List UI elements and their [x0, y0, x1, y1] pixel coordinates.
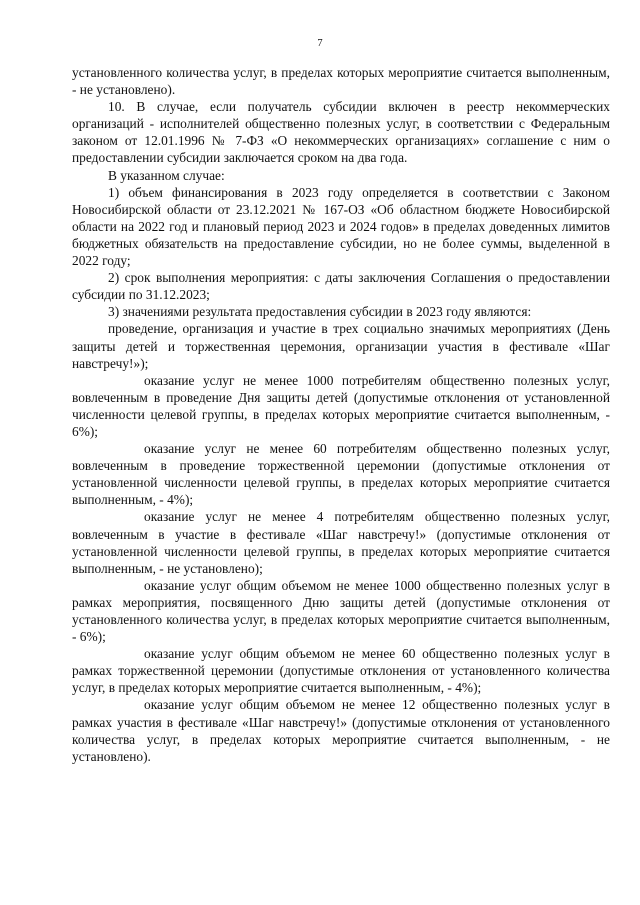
paragraph-result-children-day-consumers: оказание услуг не менее 1000 потребителям общественно полезных услуг, вовлеченным в проведение Дня защиты детей (допустимые отклонения от установленной численности целевой группы, в пределах которых мероприятие считается выполненным, - 6%); — [72, 372, 610, 439]
paragraph-continuation: установленного количества услуг, в пределах которых мероприятие считается выполненным, - не установлено). — [72, 65, 610, 98]
paragraph-result-events: проведение, организация и участие в трех социально значимых мероприятиях (День защиты детей и торжественная церемония, организации участия в фестивале «Шаг навстречу!»); — [72, 321, 610, 371]
paragraph-item-1-financing: 1) объем финансирования в 2023 году определяется в соответствии с Законом Новосибирской области от 23.12.2021 № 167-ОЗ «Об областном бюджете Новосибирской области на 2022 год и плановый период 2023 и 2024 годов» в пределах доведенных лимитов бюджетных обязательств на предоставление субсидии, но не более суммы, выделенной в 2022 году; — [72, 184, 610, 269]
paragraph-result-ceremony-services: оказание услуг общим объемом не менее 60 общественно полезных услуг в рамках торжественной церемонии (допустимые отклонения от установленного количества услуг, в пределах которых мероприятие считается выполненным, - 4%); — [72, 646, 610, 696]
paragraph-item-3-results: 3) значениями результата предоставления субсидии в 2023 году являются: — [108, 304, 532, 320]
page-number: 7 — [317, 38, 323, 49]
paragraph-result-festival-consumers: оказание услуг не менее 4 потребителям общественно полезных услуг, вовлеченным в участие в фестивале «Шаг навстречу!» (допустимые отклонения от установленной численности целевой группы, в пределах которых мероприятие считается выполненным, - не установлено); — [72, 509, 610, 576]
paragraph-item-2-term: 2) срок выполнения мероприятия: с даты заключения Соглашения о предоставлении субсидии по 31.12.2023; — [72, 270, 610, 303]
paragraph-in-this-case: В указанном случае: — [108, 167, 225, 183]
paragraph-result-ceremony-consumers: оказание услуг не менее 60 потребителям общественно полезных услуг, вовлеченным в проведение торжественной церемонии (допустимые отклонения от установленной численности целевой группы, в пределах которых мероприятие считается выполненным, - 4%); — [72, 441, 610, 508]
paragraph-result-festival-services: оказание услуг общим объемом не менее 12 общественно полезных услуг в рамках участия в фестивале «Шаг навстречу!» (допустимые отклонения от установленного количества услуг, в пределах которых мероприятие считается выполненным, - не установлено). — [72, 697, 610, 764]
paragraph-result-children-day-services: оказание услуг общим объемом не менее 1000 общественно полезных услуг в рамках мероприятия, посвященного Дню защиты детей (допустимые отклонения от установленного количества услуг, в пределах которых мероприятие считается выполненным, - 6%); — [72, 577, 610, 645]
document-body — [72, 64, 610, 765]
paragraph-clause-10: 10. В случае, если получатель субсидии включен в реестр некоммерческих организаций - исполнителей общественно полезных услуг, в соответствии с Федеральным законом от 12.01.1996 № 7-ФЗ «О некоммерческих организациях» соглашение с ним о предоставлении субсидии заключается сроком на два года. — [72, 99, 610, 166]
